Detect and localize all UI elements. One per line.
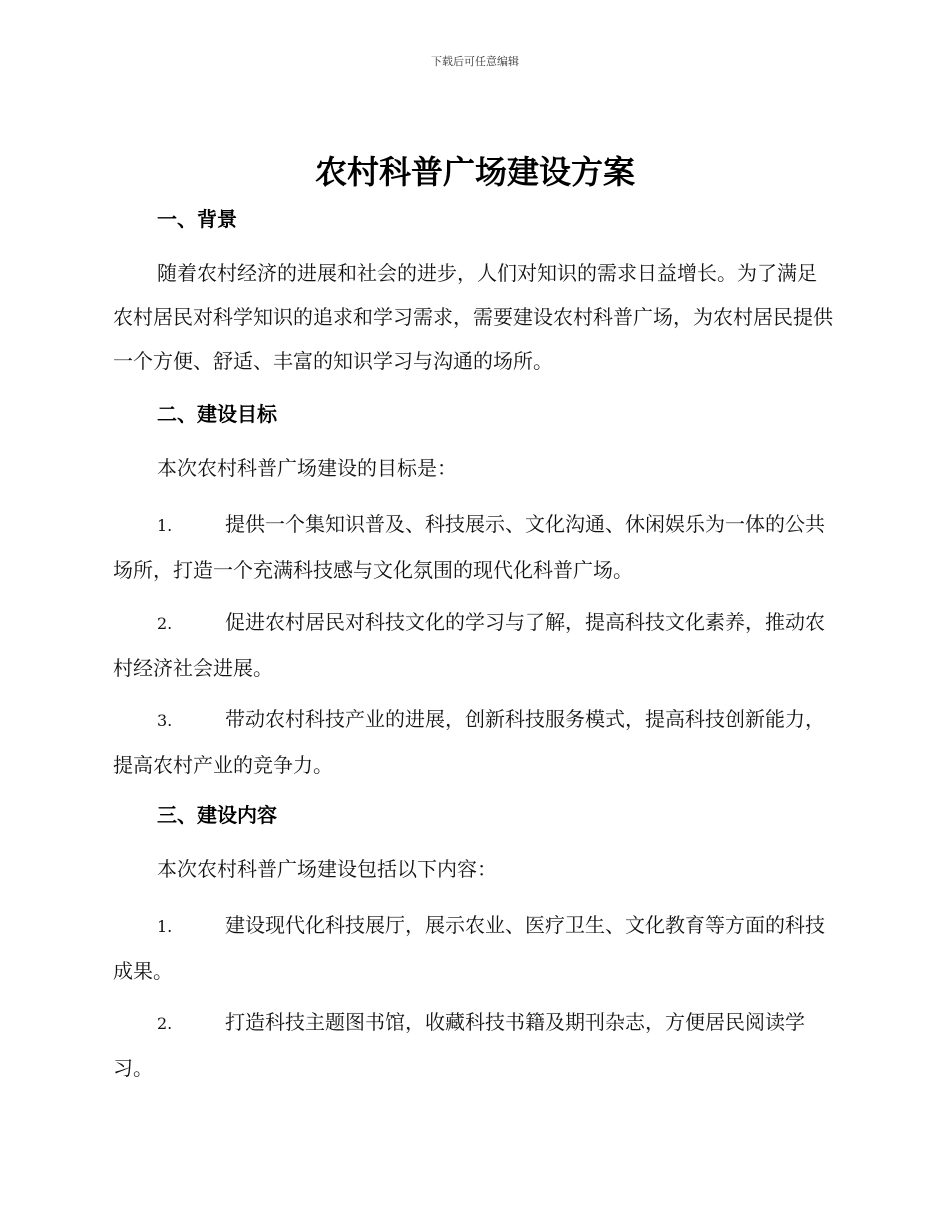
list-item-text: 提供一个集知识普及、科技展示、文化沟通、休闲娱乐为一体的公共场所，打造一个充满科技感与文化氛围的现代化科普广场。 (113, 512, 825, 582)
section-heading-background: 一、背景 (157, 207, 237, 231)
list-item (113, 502, 835, 592)
list-item-text: 建设现代化科技展厅，展示农业、医疗卫生、文化教育等方面的科技成果。 (113, 913, 825, 983)
content-intro: 本次农村科普广场建设包括以下内容： (157, 857, 497, 881)
list-item-text: 带动农村科技产业的进展，创新科技服务模式，提高科技创新能力，提高农村产业的竞争力。 (113, 707, 825, 777)
list-item-number: 2. (157, 614, 173, 633)
section-heading-goals: 二、建设目标 (157, 402, 277, 426)
goals-intro: 本次农村科普广场建设的目标是： (157, 456, 457, 480)
section-heading-content: 三、建设内容 (157, 803, 277, 827)
list-item-number: 3. (157, 711, 173, 730)
document-title: 农村科普广场建设方案 (314, 153, 635, 191)
list-item (113, 903, 835, 993)
list-item (113, 697, 835, 787)
page-header: 下载后可任意编辑 (431, 55, 519, 68)
list-item-number: 2. (157, 1014, 173, 1033)
list-item (113, 1000, 835, 1090)
list-item-text: 促进农村居民对科技文化的学习与了解，提高科技文化素养，推动农村经济社会进展。 (113, 610, 825, 680)
list-item-number: 1. (157, 917, 173, 936)
list-item-number: 1. (157, 516, 173, 535)
list-item-text: 打造科技主题图书馆，收藏科技书籍及期刊杂志，方便居民阅读学习。 (113, 1010, 805, 1080)
background-paragraph: 随着农村经济的进展和社会的进步，人们对知识的需求日益增长。为了满足农村居民对科学知识的追求和学习需求，需要建设农村科普广场，为农村居民提供一个方便、舒适、丰富的知识学习与沟通的场所。 (113, 261, 833, 373)
list-item (113, 600, 835, 690)
